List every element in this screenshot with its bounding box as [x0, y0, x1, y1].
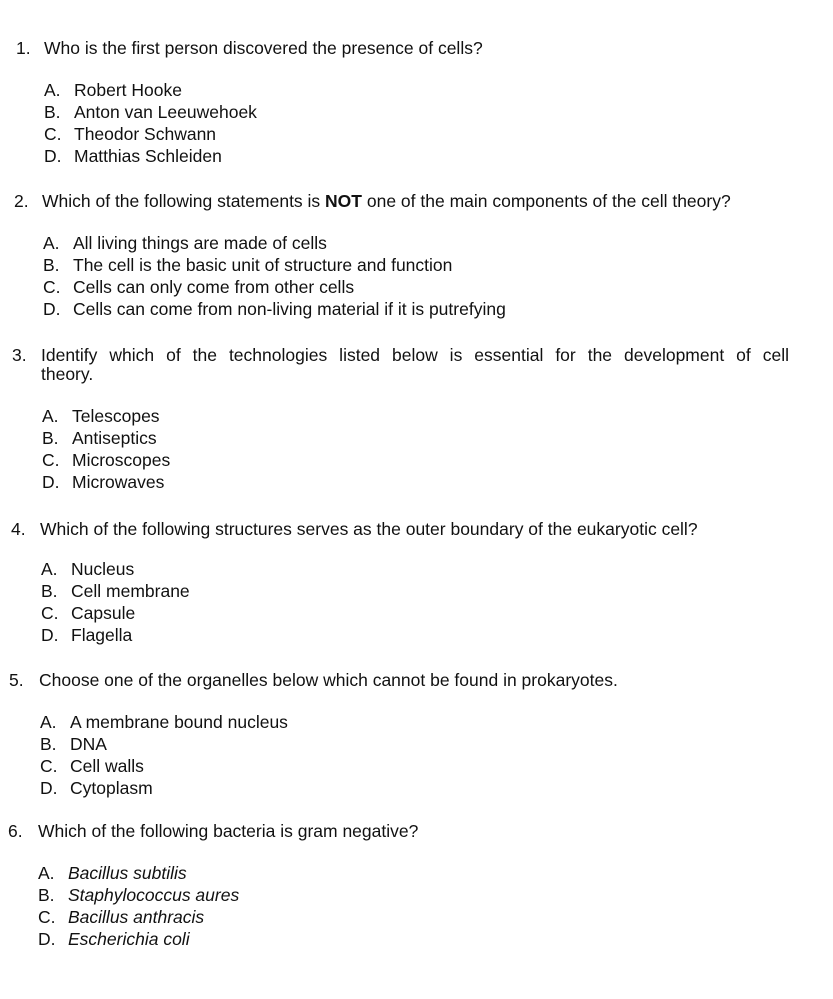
- option-text: Anton van Leeuwehoek: [74, 102, 257, 122]
- option-text: Theodor Schwann: [74, 124, 217, 144]
- option-c[interactable]: [44, 123, 257, 145]
- option-c[interactable]: [42, 449, 170, 471]
- option-letter: A.: [38, 863, 55, 883]
- option-letter: B.: [44, 102, 61, 122]
- option-text: All living things are made of cells: [73, 233, 327, 253]
- option-text: The cell is the basic unit of structure and function: [73, 255, 453, 275]
- question-text: Choose one of the organelles below which cannot be found in prokaryotes.: [39, 670, 618, 690]
- question-text-after: one of the main components of the cell theory?: [362, 191, 731, 211]
- question-text: Which of the following bacteria is gram negative?: [38, 821, 419, 841]
- option-text: Bacillus anthracis: [68, 907, 205, 927]
- option-text: Matthias Schleiden: [74, 146, 222, 166]
- question-number: 5.: [9, 670, 24, 690]
- option-letter: D.: [42, 472, 60, 492]
- question-text: [42, 190, 793, 212]
- option-d[interactable]: [38, 928, 239, 950]
- option-letter: A.: [41, 559, 58, 579]
- question-3-row-2: [41, 363, 93, 385]
- option-text: A membrane bound nucleus: [70, 712, 288, 732]
- option-a[interactable]: [40, 711, 288, 733]
- question-number: 3.: [12, 345, 27, 365]
- option-letter: C.: [41, 603, 59, 623]
- option-letter: B.: [42, 428, 59, 448]
- option-b[interactable]: [44, 101, 257, 123]
- question-text-before: Which of the following statements is: [42, 191, 326, 211]
- option-text: Cells can come from non-living material if it is putrefying: [73, 299, 506, 319]
- option-a[interactable]: [38, 862, 239, 884]
- option-letter: C.: [44, 124, 62, 144]
- option-letter: C.: [38, 907, 56, 927]
- option-letter: A.: [40, 712, 57, 732]
- option-text: DNA: [70, 734, 107, 754]
- option-text: Cytoplasm: [70, 778, 153, 798]
- option-b[interactable]: [42, 427, 170, 449]
- option-b[interactable]: [40, 733, 288, 755]
- question-text-continued: theory.: [41, 364, 94, 384]
- option-text: Capsule: [71, 603, 136, 623]
- option-letter: C.: [40, 756, 58, 776]
- option-letter: D.: [40, 778, 58, 798]
- option-text: Nucleus: [71, 559, 135, 579]
- question-number: 1.: [16, 38, 31, 58]
- option-b[interactable]: [43, 254, 506, 276]
- option-text: Bacillus subtilis: [68, 863, 187, 883]
- option-text: Telescopes: [72, 406, 160, 426]
- option-letter: D.: [44, 146, 62, 166]
- option-letter: B.: [40, 734, 57, 754]
- option-text: Microwaves: [72, 472, 165, 492]
- option-text: Antiseptics: [72, 428, 157, 448]
- option-text: Robert Hooke: [74, 80, 182, 100]
- option-a[interactable]: [44, 79, 257, 101]
- option-text: Flagella: [71, 625, 133, 645]
- option-text: Cell walls: [70, 756, 144, 776]
- option-text: Cells can only come from other cells: [73, 277, 355, 297]
- option-text: Staphylococcus aures: [68, 885, 240, 905]
- option-c[interactable]: [40, 755, 288, 777]
- option-c[interactable]: [43, 276, 506, 298]
- question-number: 6.: [8, 821, 23, 841]
- question-text-emphasis: NOT: [325, 191, 362, 211]
- options-list: [43, 232, 506, 320]
- question-text: Which of the following structures serves as the outer boundary of the eukaryotic cell?: [40, 519, 698, 539]
- options-list: [40, 711, 288, 799]
- option-letter: D.: [38, 929, 56, 949]
- question-number: 4.: [11, 519, 26, 539]
- question-text: Identify which of the technologies listed below is essential for the development of cell: [41, 345, 789, 365]
- option-d[interactable]: [43, 298, 506, 320]
- option-text: Microscopes: [72, 450, 171, 470]
- option-d[interactable]: [42, 471, 170, 493]
- option-letter: A.: [44, 80, 61, 100]
- option-c[interactable]: [38, 906, 239, 928]
- option-d[interactable]: [40, 777, 288, 799]
- option-letter: D.: [41, 625, 59, 645]
- option-text: Cell membrane: [71, 581, 190, 601]
- options-list: [38, 862, 239, 950]
- option-letter: D.: [43, 299, 61, 319]
- question-number: 2.: [14, 191, 29, 211]
- option-c[interactable]: [41, 602, 190, 624]
- options-list: [42, 405, 170, 493]
- option-b[interactable]: [41, 580, 190, 602]
- option-letter: A.: [43, 233, 60, 253]
- option-b[interactable]: [38, 884, 239, 906]
- option-d[interactable]: [44, 145, 257, 167]
- option-text: Escherichia coli: [68, 929, 190, 949]
- question-text: Who is the first person discovered the presence of cells?: [44, 38, 483, 58]
- option-letter: A.: [42, 406, 59, 426]
- option-letter: B.: [38, 885, 55, 905]
- option-a[interactable]: [43, 232, 506, 254]
- option-letter: B.: [41, 581, 58, 601]
- option-letter: B.: [43, 255, 60, 275]
- option-a[interactable]: [42, 405, 170, 427]
- options-list: [44, 79, 257, 167]
- option-a[interactable]: [41, 558, 190, 580]
- option-letter: C.: [42, 450, 60, 470]
- options-list: [41, 558, 190, 646]
- option-letter: C.: [43, 277, 61, 297]
- option-d[interactable]: [41, 624, 190, 646]
